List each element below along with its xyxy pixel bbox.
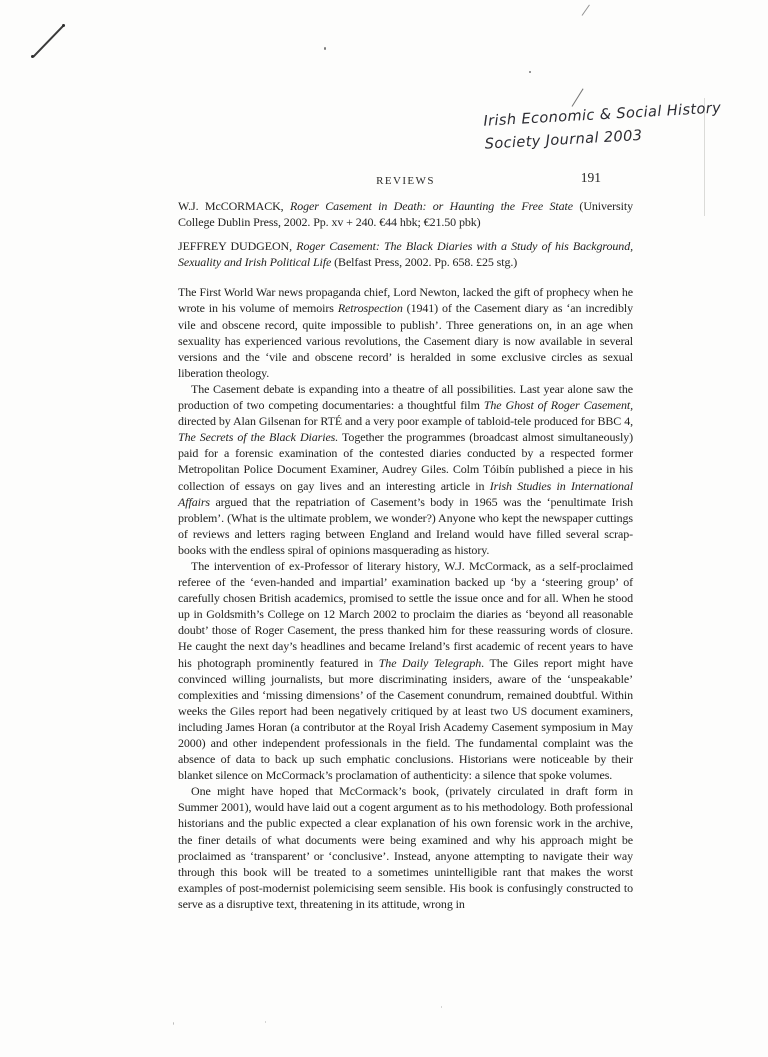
body-text: (Belfast Press, 2002. Pp. 658. £25 stg.)	[331, 254, 518, 269]
italic-title-text: Retrospection	[337, 301, 403, 316]
pen-slash-end-dot	[31, 55, 34, 58]
pen-slash-mark	[32, 24, 64, 57]
citation	[178, 239, 633, 270]
handwriting-line-2: Society Journal 2003	[484, 127, 643, 153]
pen-slash-start-dot	[62, 24, 65, 27]
italic-title-text: The Daily Telegraph	[378, 655, 482, 670]
review-paragraph	[178, 558, 633, 783]
body-text: The First World War news propaganda chief, Lord Newton, lacked the gift of prophecy when he wrote in his volume of memoirs	[178, 285, 633, 316]
body-text: directed by Alan Gilsenan for RTÉ and a very poor example of tabloid-tele produced for BBC 4,	[178, 414, 633, 429]
body-text: (University College Dublin Press, 2002. Pp. xv + 240. €44 hbk; €21.50 pbk)	[178, 199, 633, 229]
review-paragraph	[178, 284, 633, 381]
scan-speck	[441, 1006, 442, 1008]
pen-stroke-above-handwriting	[572, 88, 584, 106]
body-text: JEFFREY DUDGEON,	[178, 239, 297, 254]
scan-speck	[324, 47, 326, 50]
handwritten-annotation	[483, 97, 725, 156]
body-text: Together the programmes (broadcast almost simultaneously) paid for a forensic examination of the contested diaries conducted by a respected former Metropolitan Police Document Examiner, Audrey Giles. Colm Tóibín published a piece in his collection of essays on gay lives and an interesting article in	[178, 430, 634, 493]
review-body	[178, 284, 633, 912]
handwriting-line-1: Irish Economic & Social History	[483, 100, 722, 130]
review-paragraph	[178, 381, 633, 558]
body-text: W.J. McCORMACK,	[178, 199, 290, 213]
scan-speck	[173, 1022, 174, 1025]
italic-title-text: Roger Casement in Death: or Haunting the Free State	[289, 199, 574, 213]
pen-dash-mark	[582, 5, 590, 16]
page-number: 191	[580, 170, 601, 185]
body-text: (1941) of the Casement diary as ‘an incredibly vile and obscene record, quite impossible to publish’. Three generations on, in an age when sexuality has experienced various revolutions, the Casement diary is now available in several versions and the ‘vile and obscene record’ is heralded in some exclusive circles as sexual liberation theology.	[178, 301, 633, 380]
scan-speck	[529, 71, 531, 73]
italic-title-text: The Ghost of Roger Casement,	[483, 398, 634, 413]
body-text: One might have hoped that McCormack’s book, (privately circulated in draft form in Summer 2001), would have laid out a cogent argument as to his methodology. Both professional historians and the public expected a clear explanation of his own forensic work in the archive, the finer details of what documents were being examined and why his approach might be proclaimed as ‘transparent’ or ‘conclusive’. Instead, anyone attempting to navigate their way through this book will be treated to a sometimes unintelligible rant that makes the worst examples of post-modernist polemicising seem sensible. His book is confusingly constructed to serve as a disruptive text, threatening in its attitude, wrong in	[178, 784, 633, 911]
italic-title-text: Roger Casement: The Black Diaries with a Study of his Background, Sexuality and Irish Political Life	[178, 239, 633, 269]
italic-title-text: The Secrets of the Black Diaries.	[178, 430, 339, 445]
text-column	[178, 170, 633, 912]
page-header	[178, 170, 633, 192]
review-paragraph	[178, 783, 633, 912]
body-text: The Casement debate is expanding into a theatre of all possibilities. Last year alone saw the production of two competing documentaries: a thoughtful film	[178, 381, 633, 413]
body-text: The intervention of ex-Professor of literary history, W.J. McCormack, as a self-proclaimed referee of the ‘even-handed and impartial’ examination backed up ‘by a ‘steering group’ of carefully chosen British academics, promised to settle the issue once and for all. When he stood up in Goldsmith’s College on 12 March 2002 to proclaim the diaries as ‘beyond all reasonable doubt’ those of Roger Casement, the press thanked him for these reassuring words of closure. He caught the next day’s headlines and became Ireland’s first academic of recent years to have his photograph prominently featured in	[178, 558, 633, 670]
running-head: REVIEWS	[376, 175, 435, 187]
body-text: . The Giles report might have convinced willing journalists, but more discriminating insiders, aware of the ‘unspeakable’ complexities and ‘missing dimensions’ of the Casement conundrum, remained doubtful. Within weeks the Giles report had been negatively critiqued by at least two US document examiners, including James Horan (a contributor at the Royal Irish Academy Casement symposium in May 2000) and other independent professionals in the field. The fundamental complaint was the absence of data to back up such emphatic conclusions. Historians were noticeable by their blanket silence on McCormack’s proclamation of authenticity: a silence that spoke volumes.	[178, 655, 633, 783]
book-citations	[178, 199, 633, 270]
scan-speck	[265, 1021, 266, 1023]
body-text: argued that the repatriation of Casement’s body in 1965 was the ‘penultimate Irish problem’. (What is the ultimate problem, we wonder?) Anyone who kept the newspaper cuttings of reviews and letters raging between England and Ireland would have filled several scrap-books with the endless spiral of opinions masquerading as history.	[178, 494, 633, 557]
italic-title-text: Irish Studies in International Affairs	[178, 478, 633, 509]
citation	[178, 199, 633, 230]
